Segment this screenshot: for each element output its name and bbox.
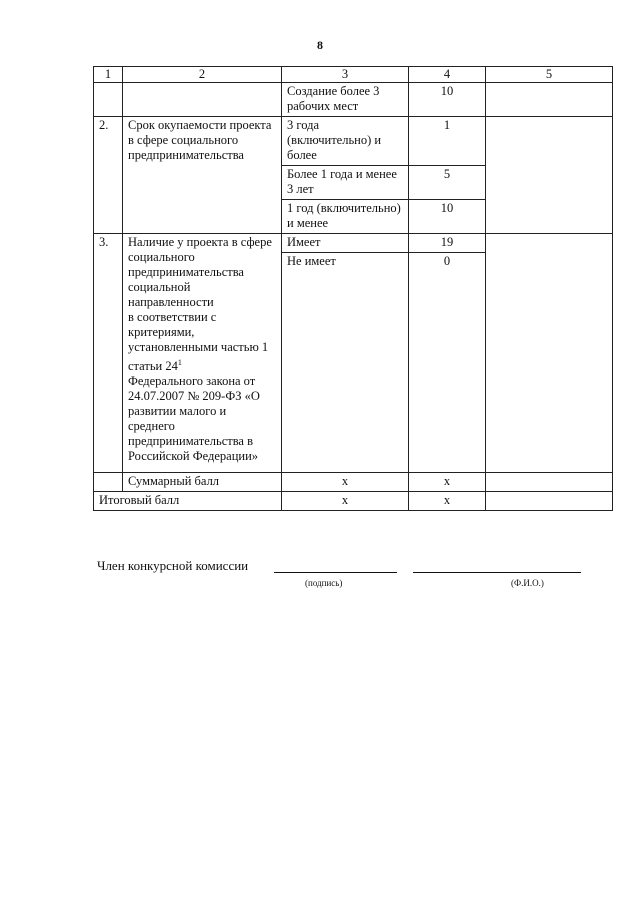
criterion-number: 2. [94,117,123,234]
header-col-3: 3 [282,67,409,83]
signature-line [274,572,397,573]
column-5-cell [486,83,613,117]
option-score: 0 [409,253,486,473]
summary-number-cell [94,473,123,492]
table-row [94,83,613,117]
final-row [94,492,613,511]
option-score: 5 [409,166,486,200]
header-col-1: 1 [94,67,123,83]
criterion-number: 3. [94,234,123,473]
option-variant: Не имеет [282,253,409,473]
criterion-name-part-2: в соответствии с критериями, установленными частью 1 статьи 24 [128,310,269,374]
summary-col-3: х [282,473,409,492]
final-col-4: х [409,492,486,511]
option-score: 19 [409,234,486,253]
summary-row [94,473,613,492]
option-variant: Создание более 3 рабочих мест [282,83,409,117]
continued-number-cell [94,83,123,117]
option-variant: Более 1 года и менее 3 лет [282,166,409,200]
option-variant: 1 год (включительно) и менее [282,200,409,234]
final-label: Итоговый балл [94,492,282,511]
option-score: 10 [409,200,486,234]
commission-member-label: Член конкурсной комиссии [97,558,249,573]
table-header-row [94,67,613,83]
continued-criterion-cell [123,83,282,117]
header-col-2: 2 [123,67,282,83]
table-row [94,234,613,253]
summary-label: Суммарный балл [123,473,282,492]
article-superscript: 1 [177,358,182,367]
final-col-3: х [282,492,409,511]
column-5-cell [486,117,613,234]
option-score: 10 [409,83,486,117]
criterion-name [123,234,282,473]
name-caption: (Ф.И.О.) [511,578,544,588]
table-row [94,117,613,166]
option-variant: Имеет [282,234,409,253]
signature-caption: (подпись) [305,578,343,588]
name-line [413,572,581,573]
header-col-5: 5 [486,67,613,83]
column-5-cell [486,234,613,473]
criteria-table [93,66,613,511]
criterion-name: Срок окупаемости проекта в сфере социального предпринимательства [123,117,282,234]
final-col-5 [486,492,613,511]
option-score: 1 [409,117,486,166]
signature-block [97,558,597,594]
option-variant: 3 года (включительно) и более [282,117,409,166]
criterion-name-part-1: Наличие у проекта в сфере социального предпринимательства социальной направленности [128,235,272,309]
page-number: 8 [317,38,323,52]
summary-col-5 [486,473,613,492]
summary-col-4: х [409,473,486,492]
header-col-4: 4 [409,67,486,83]
criterion-name-part-3: Федерального закона от 24.07.2007 № 209-ФЗ «О развитии малого и среднего предпринимательства в Российской Федерации» [128,374,260,464]
